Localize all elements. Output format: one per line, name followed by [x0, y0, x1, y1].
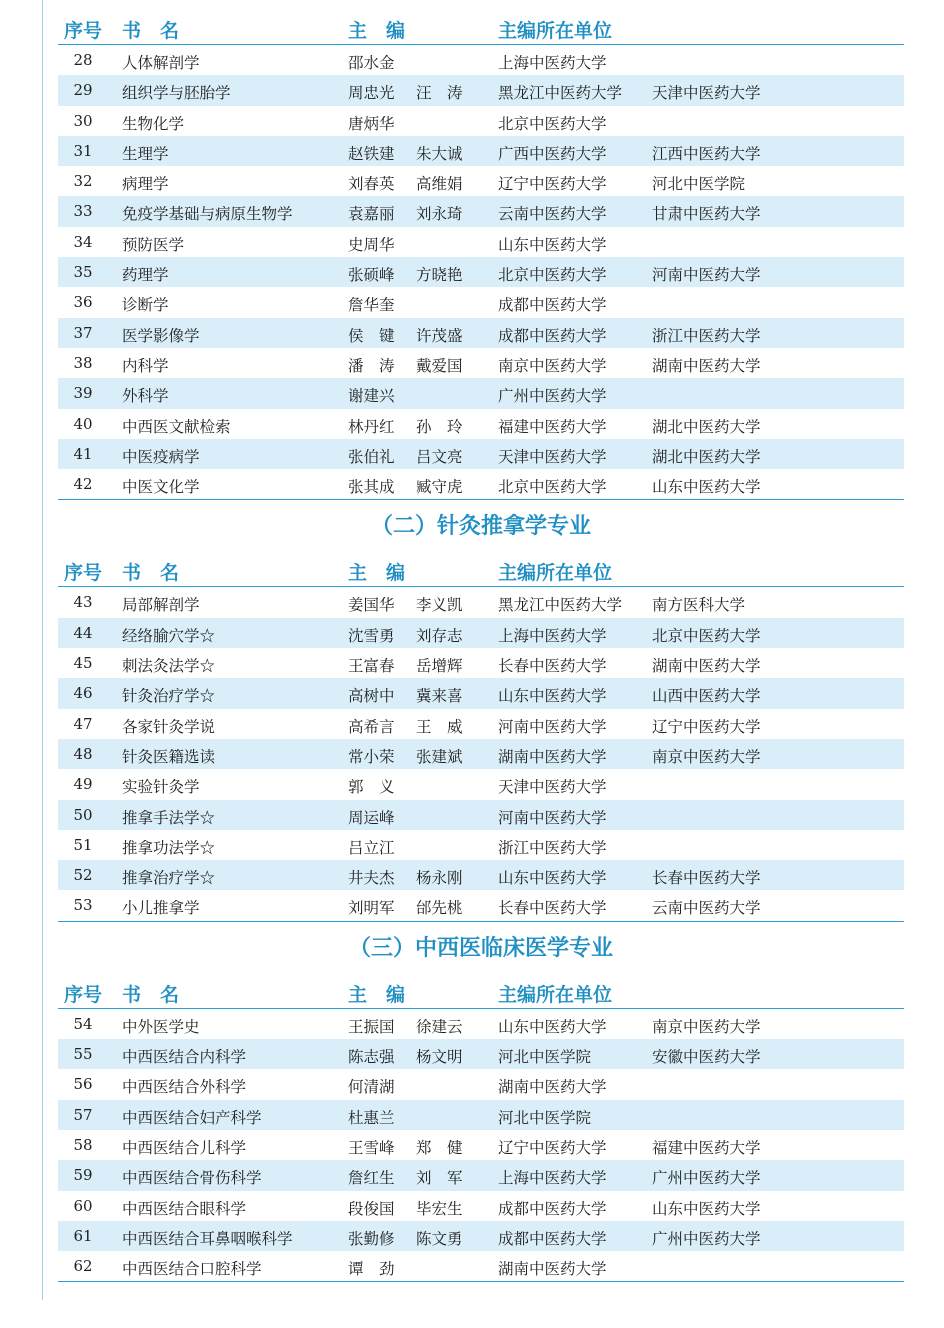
- book-title: 推拿手法学☆: [122, 808, 216, 827]
- book-title: 组织学与胚胎学: [122, 84, 231, 103]
- table-row: [58, 587, 904, 617]
- table-row: [58, 439, 904, 469]
- editor-unit-2: 浙江中医药大学: [652, 326, 761, 345]
- editor-unit-1: 成都中医药大学: [498, 1229, 607, 1248]
- chief-editor-1: 郭 义: [348, 778, 395, 797]
- row-number: 49: [73, 775, 93, 794]
- table-row: [58, 1130, 904, 1160]
- section-title: （三）中西医临床医学专业: [348, 935, 613, 961]
- table-body: [58, 1009, 904, 1283]
- chief-editor-1: 张其成: [348, 478, 395, 497]
- section-3: [58, 922, 904, 1283]
- editor-unit-1: 河南中医药大学: [498, 717, 607, 736]
- table-header: [58, 554, 904, 587]
- chief-editor-2: 方晓艳: [416, 266, 463, 285]
- chief-editor-1: 谢建兴: [348, 387, 395, 406]
- row-number: 32: [73, 172, 93, 191]
- editor-unit-2: 湖南中医药大学: [652, 657, 761, 676]
- book-title: 推拿治疗学☆: [122, 869, 216, 888]
- editor-unit-1: 上海中医药大学: [498, 1169, 607, 1188]
- editor-unit-2: 南京中医药大学: [652, 1017, 761, 1036]
- book-title: 各家针灸学说: [122, 717, 216, 736]
- book-title: 中外医学史: [122, 1017, 200, 1036]
- row-number: 62: [73, 1257, 93, 1276]
- chief-editor-1: 詹红生: [348, 1169, 395, 1188]
- table-row: [58, 709, 904, 739]
- row-number: 33: [73, 202, 93, 221]
- chief-editor-1: 袁嘉丽: [348, 205, 395, 224]
- header-no: 序号: [64, 20, 103, 42]
- header-unit: 主编所在单位: [498, 983, 613, 1006]
- chief-editor-1: 周运峰: [348, 808, 395, 827]
- book-title: 经络腧穴学☆: [122, 626, 216, 645]
- editor-unit-2: 辽宁中医药大学: [652, 717, 761, 736]
- chief-editor-1: 刘春英: [348, 175, 395, 194]
- editor-unit-1: 辽宁中医药大学: [498, 1138, 607, 1157]
- table-row: [58, 1160, 904, 1190]
- chief-editor-1: 张勤修: [348, 1229, 395, 1248]
- book-title: 中医文化学: [122, 478, 200, 497]
- chief-editor-1: 王振国: [348, 1017, 395, 1036]
- table-row: [58, 469, 904, 499]
- table-row: [58, 648, 904, 678]
- chief-editor-1: 沈雪勇: [348, 626, 395, 645]
- editor-unit-1: 上海中医药大学: [498, 626, 607, 645]
- row-number: 39: [73, 384, 93, 403]
- book-title: 病理学: [122, 175, 169, 194]
- header-editor: 主 编: [348, 562, 406, 585]
- chief-editor-2: 杨文明: [416, 1048, 463, 1067]
- chief-editor-1: 赵铁建: [348, 144, 395, 163]
- chief-editor-2: 孙 玲: [416, 417, 463, 436]
- header-editor: 主 编: [348, 20, 406, 42]
- chief-editor-2: 吕文亮: [416, 447, 463, 466]
- table-row: [58, 409, 904, 439]
- editor-unit-1: 辽宁中医药大学: [498, 175, 607, 194]
- book-title: 中西医结合骨伤科学: [122, 1169, 262, 1188]
- editor-unit-1: 黑龙江中医药大学: [498, 84, 623, 103]
- row-number: 56: [73, 1075, 93, 1094]
- editor-unit-1: 长春中医药大学: [498, 899, 607, 918]
- editor-unit-1: 河南中医药大学: [498, 808, 607, 827]
- row-number: 43: [73, 593, 93, 612]
- chief-editor-2: 杨永刚: [416, 869, 463, 888]
- editor-unit-1: 山东中医药大学: [498, 235, 607, 254]
- book-title: 生理学: [122, 144, 169, 163]
- chief-editor-1: 段俊国: [348, 1199, 395, 1218]
- chief-editor-2: 王 威: [416, 717, 463, 736]
- row-number: 45: [73, 654, 93, 673]
- chief-editor-1: 何清湖: [348, 1078, 395, 1097]
- editor-unit-1: 北京中医药大学: [498, 114, 607, 133]
- chief-editor-2: 高维娟: [416, 175, 463, 194]
- editor-unit-2: 湖北中医药大学: [652, 417, 761, 436]
- chief-editor-2: 毕宏生: [416, 1199, 463, 1218]
- table-row: [58, 45, 904, 75]
- editor-unit-1: 湖南中医药大学: [498, 747, 607, 766]
- book-title: 局部解剖学: [122, 596, 200, 615]
- editor-unit-1: 南京中医药大学: [498, 356, 607, 375]
- row-number: 55: [73, 1045, 93, 1064]
- chief-editor-1: 唐炳华: [348, 114, 395, 133]
- book-title: 外科学: [122, 387, 169, 406]
- chief-editor-1: 陈志强: [348, 1048, 395, 1067]
- table-row: [58, 739, 904, 769]
- table-row: [58, 678, 904, 708]
- page-margin-rule: [42, 0, 43, 1300]
- table-row: [58, 1069, 904, 1099]
- row-number: 46: [73, 684, 93, 703]
- editor-unit-2: 河南中医药大学: [652, 266, 761, 285]
- editor-unit-1: 成都中医药大学: [498, 296, 607, 315]
- section-title: （二）针灸推拿学专业: [370, 514, 591, 540]
- table-row: [58, 830, 904, 860]
- chief-editor-2: 李义凯: [416, 596, 463, 615]
- book-title: 中西医结合儿科学: [122, 1138, 247, 1157]
- chief-editor-2: 汪 涛: [416, 84, 463, 103]
- chief-editor-2: 刘永琦: [416, 205, 463, 224]
- editor-unit-1: 广西中医药大学: [498, 144, 607, 163]
- header-unit: 主编所在单位: [498, 20, 613, 42]
- editor-unit-1: 山东中医药大学: [498, 869, 607, 888]
- table-row: [58, 106, 904, 136]
- chief-editor-1: 吕立江: [348, 838, 395, 857]
- editor-unit-1: 上海中医药大学: [498, 54, 607, 72]
- book-title: 中西医结合妇产科学: [122, 1108, 262, 1127]
- editor-unit-1: 山东中医药大学: [498, 687, 607, 706]
- chief-editor-1: 张伯礼: [348, 447, 395, 466]
- table-row: [58, 318, 904, 348]
- table-row: [58, 227, 904, 257]
- row-number: 36: [73, 293, 93, 312]
- row-number: 52: [73, 866, 93, 885]
- chief-editor-1: 邵水金: [348, 54, 395, 72]
- table-row: [58, 196, 904, 226]
- chief-editor-2: 戴爱国: [416, 356, 463, 375]
- row-number: 47: [73, 714, 93, 733]
- table-row: [58, 378, 904, 408]
- row-number: 61: [73, 1226, 93, 1245]
- chief-editor-1: 张硕峰: [348, 266, 395, 285]
- table-row: [58, 1100, 904, 1130]
- row-number: 59: [73, 1166, 93, 1185]
- chief-editor-1: 王富春: [348, 657, 395, 676]
- table-body: [58, 45, 904, 500]
- editor-unit-2: 福建中医药大学: [652, 1138, 761, 1157]
- row-number: 34: [73, 232, 93, 251]
- table-row: [58, 800, 904, 830]
- book-title: 针灸治疗学☆: [122, 687, 216, 706]
- editor-unit-2: 湖北中医药大学: [652, 447, 761, 466]
- editor-unit-2: 天津中医药大学: [652, 84, 761, 103]
- row-number: 40: [73, 414, 93, 433]
- book-title: 医学影像学: [122, 326, 200, 345]
- chief-editor-1: 侯 键: [348, 326, 395, 345]
- chief-editor-2: 许茂盛: [416, 326, 463, 345]
- book-title: 内科学: [122, 356, 169, 375]
- chief-editor-2: 朱大诚: [416, 144, 463, 163]
- editor-unit-1: 天津中医药大学: [498, 447, 607, 466]
- editor-unit-2: 湖南中医药大学: [652, 356, 761, 375]
- editor-unit-2: 甘肃中医药大学: [652, 205, 761, 224]
- editor-unit-1: 广州中医药大学: [498, 387, 607, 406]
- row-number: 38: [73, 353, 93, 372]
- chief-editor-2: 刘 军: [416, 1169, 463, 1188]
- table-header: [58, 12, 904, 45]
- header-name: 书 名: [122, 20, 180, 42]
- chief-editor-1: 周忠光: [348, 84, 395, 103]
- book-title: 中西医结合外科学: [122, 1078, 247, 1097]
- editor-unit-1: 湖南中医药大学: [498, 1078, 607, 1097]
- chief-editor-1: 谭 劲: [348, 1260, 395, 1279]
- editor-unit-1: 成都中医药大学: [498, 1199, 607, 1218]
- book-title: 生物化学: [122, 114, 185, 133]
- row-number: 29: [73, 81, 93, 100]
- header-name: 书 名: [122, 562, 180, 585]
- table-row: [58, 166, 904, 196]
- chief-editor-1: 詹华奎: [348, 296, 395, 315]
- header-editor: 主 编: [348, 983, 406, 1006]
- book-title: 预防医学: [122, 235, 185, 254]
- editor-unit-1: 山东中医药大学: [498, 1017, 607, 1036]
- chief-editor-1: 王雪峰: [348, 1138, 395, 1157]
- chief-editor-1: 姜国华: [348, 596, 395, 615]
- editor-unit-2: 山东中医药大学: [652, 1199, 761, 1218]
- section-2: [58, 500, 904, 921]
- book-title: 针灸医籍选读: [122, 747, 216, 766]
- table-header: [58, 976, 904, 1009]
- book-title: 中西医结合耳鼻咽喉科学: [122, 1229, 293, 1248]
- row-number: 50: [73, 805, 93, 824]
- editor-unit-1: 成都中医药大学: [498, 326, 607, 345]
- editor-unit-1: 福建中医药大学: [498, 417, 607, 436]
- row-number: 28: [73, 51, 93, 69]
- section-1: [58, 12, 904, 500]
- chief-editor-1: 林丹红: [348, 417, 395, 436]
- editor-unit-2: 安徽中医药大学: [652, 1048, 761, 1067]
- book-title: 中西医结合口腔科学: [122, 1260, 262, 1279]
- chief-editor-1: 常小荣: [348, 747, 395, 766]
- table-row: [58, 136, 904, 166]
- chief-editor-2: 郑 健: [416, 1138, 463, 1157]
- editor-unit-1: 天津中医药大学: [498, 778, 607, 797]
- editor-unit-1: 北京中医药大学: [498, 266, 607, 285]
- book-title: 刺法灸法学☆: [122, 657, 216, 676]
- row-number: 30: [73, 111, 93, 130]
- chief-editor-1: 潘 涛: [348, 356, 395, 375]
- row-number: 53: [73, 896, 93, 915]
- book-title: 人体解剖学: [122, 54, 200, 72]
- row-number: 31: [73, 141, 93, 160]
- row-number: 57: [73, 1105, 93, 1124]
- header-unit: 主编所在单位: [498, 562, 613, 585]
- editor-unit-2: 河北中医学院: [652, 175, 746, 194]
- chief-editor-2: 陈文勇: [416, 1229, 463, 1248]
- editor-unit-2: 广州中医药大学: [652, 1169, 761, 1188]
- book-title: 中医疫病学: [122, 447, 200, 466]
- book-title: 中西医结合内科学: [122, 1048, 247, 1067]
- book-title: 中西医结合眼科学: [122, 1199, 247, 1218]
- table-row: [58, 618, 904, 648]
- row-number: 42: [73, 475, 93, 494]
- chief-editor-2: 张建斌: [416, 747, 463, 766]
- table-row: [58, 287, 904, 317]
- editor-unit-1: 长春中医药大学: [498, 657, 607, 676]
- table-row: [58, 75, 904, 105]
- chief-editor-1: 史周华: [348, 235, 395, 254]
- editor-unit-2: 长春中医药大学: [652, 869, 761, 888]
- book-title: 诊断学: [122, 296, 169, 315]
- book-title: 实验针灸学: [122, 778, 200, 797]
- editor-unit-2: 北京中医药大学: [652, 626, 761, 645]
- table-row: [58, 1191, 904, 1221]
- editor-unit-1: 北京中医药大学: [498, 478, 607, 497]
- editor-unit-2: 云南中医药大学: [652, 899, 761, 918]
- chief-editor-1: 杜惠兰: [348, 1108, 395, 1127]
- editor-unit-1: 湖南中医药大学: [498, 1260, 607, 1279]
- chief-editor-2: 徐建云: [416, 1017, 463, 1036]
- chief-editor-2: 刘存志: [416, 626, 463, 645]
- editor-unit-1: 云南中医药大学: [498, 205, 607, 224]
- table-row: [58, 769, 904, 799]
- row-number: 44: [73, 623, 93, 642]
- editor-unit-2: 山东中医药大学: [652, 478, 761, 497]
- editor-unit-2: 江西中医药大学: [652, 144, 761, 163]
- chief-editor-2: 臧守虎: [416, 478, 463, 497]
- chief-editor-2: 岳增辉: [416, 657, 463, 676]
- header-no: 序号: [64, 983, 103, 1006]
- editor-unit-2: 南方医科大学: [652, 596, 746, 615]
- row-number: 51: [73, 835, 93, 854]
- table-row: [58, 860, 904, 890]
- table-row: [58, 1039, 904, 1069]
- editor-unit-2: 南京中医药大学: [652, 747, 761, 766]
- editor-unit-2: 山西中医药大学: [652, 687, 761, 706]
- row-number: 54: [73, 1014, 93, 1033]
- table-row: [58, 1009, 904, 1039]
- chief-editor-1: 高树中: [348, 687, 395, 706]
- book-title: 中西医文献检索: [122, 417, 231, 436]
- editor-unit-2: 广州中医药大学: [652, 1229, 761, 1248]
- table-body: [58, 587, 904, 921]
- header-name: 书 名: [122, 983, 180, 1006]
- table-row: [58, 1251, 904, 1281]
- row-number: 58: [73, 1135, 93, 1154]
- row-number: 48: [73, 744, 93, 763]
- chief-editor-1: 高希言: [348, 717, 395, 736]
- chief-editor-1: 刘明军: [348, 899, 395, 918]
- editor-unit-1: 河北中医学院: [498, 1048, 592, 1067]
- row-number: 35: [73, 263, 93, 282]
- book-title: 推拿功法学☆: [122, 838, 216, 857]
- editor-unit-1: 浙江中医药大学: [498, 838, 607, 857]
- header-no: 序号: [64, 562, 103, 585]
- table-row: [58, 890, 904, 920]
- chief-editor-1: 井夫杰: [348, 869, 395, 888]
- table-row: [58, 348, 904, 378]
- table-row: [58, 257, 904, 287]
- row-number: 60: [73, 1196, 93, 1215]
- book-list-page: [58, 12, 904, 1282]
- book-title: 免疫学基础与病原生物学: [122, 205, 293, 224]
- editor-unit-1: 河北中医学院: [498, 1108, 592, 1127]
- chief-editor-2: 冀来喜: [416, 687, 463, 706]
- book-title: 小儿推拿学: [122, 899, 200, 918]
- row-number: 41: [73, 444, 93, 463]
- chief-editor-2: 邰先桃: [416, 899, 463, 918]
- table-row: [58, 1221, 904, 1251]
- row-number: 37: [73, 323, 93, 342]
- book-title: 药理学: [122, 266, 169, 285]
- editor-unit-1: 黑龙江中医药大学: [498, 596, 623, 615]
